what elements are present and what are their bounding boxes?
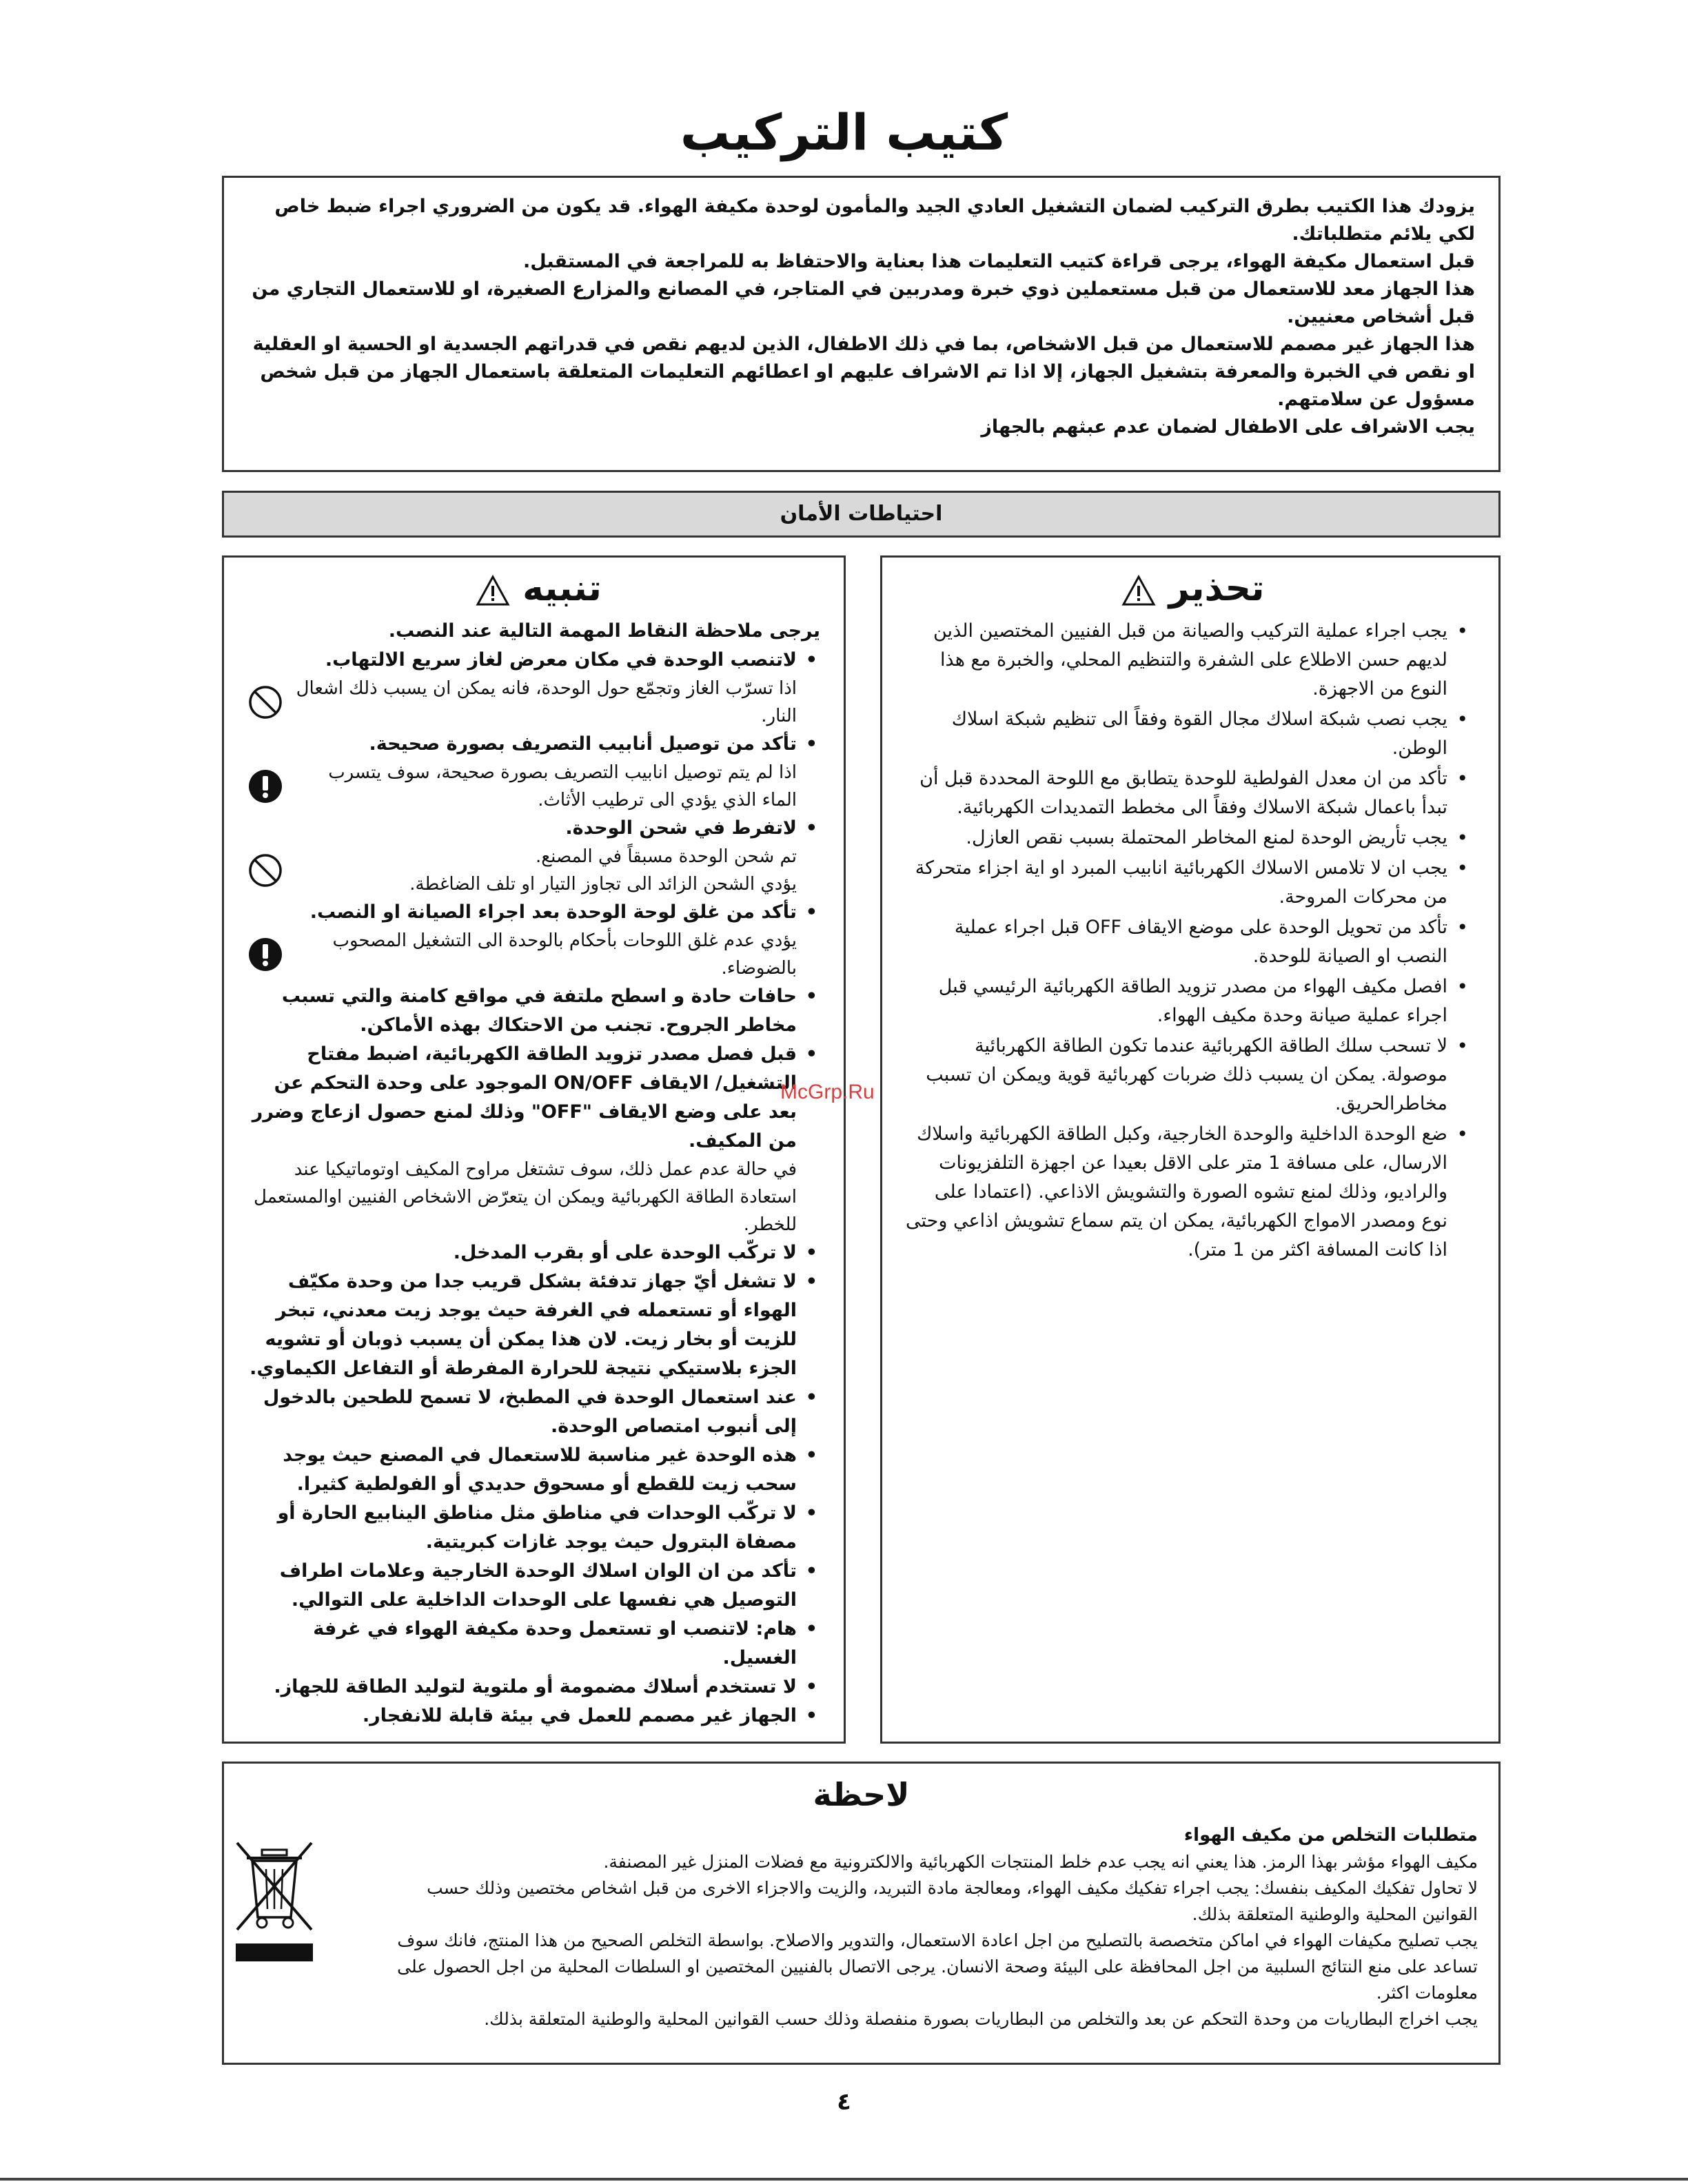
caution-bullet: • لا تركّب الوحدة على أو بقرب المدخل. xyxy=(247,1238,820,1267)
caution-bullet: • لاتفرط في شحن الوحدة. xyxy=(247,814,820,843)
warning-item: • يجب ان لا تلامس الاسلاك الكهربائية انابيب المبرد او اية اجزاء متحركة من محركات المروحة. xyxy=(906,854,1471,912)
warning-title-row xyxy=(906,564,1471,613)
notes-heading: متطلبات التخلص من مكيف الهواء xyxy=(1183,1825,1478,1846)
warning-list xyxy=(906,617,1471,1265)
intro-line: قبل استعمال مكيفة الهواء، يرجى قراءة كتيب التعليمات هذا بعناية والاحتفاظ به للمراجعة في المستقبل. xyxy=(523,251,1475,272)
caution-bullet: • لا تشغل أيّ جهاز تدفئة بشكل قريب جدا من وحدة مكيّف الهواء أو تستعمله في الغرفة حيث يوجد زيت معدني، تبخر للزيت أو بخار زيت. لان هذا يمكن أن يسبب ذوبان أو تشويه الجزء بلاستيكي نتيجة للحرارة المفرطة أو التفاعل الكيماوي. xyxy=(247,1267,820,1383)
warning-title: تحذير xyxy=(1168,568,1265,609)
warning-item: • افصل مكيف الهواء من مصدر تزويد الطاقة الكهربائية الرئيسي قبل اجراء عملية صيانة وحدة مكيف الهواء. xyxy=(906,972,1471,1030)
caution-title-row xyxy=(247,564,820,613)
caution-sub-text: اذا تسرّب الغاز وتجمّع حول الوحدة، فانه يمكن ان يسبب ذلك اشعال النار. xyxy=(296,678,797,726)
watermark: McGrp.Ru xyxy=(780,1081,875,1103)
notes-paragraph: مكيف الهواء مؤشر بهذا الرمز. هذا يعني انه يجب عدم خلط المنتجات الكهربائية والالكترونية مع فضلات المنزل غير المصنفة. xyxy=(603,1852,1478,1872)
caution-sub-text: يؤدي عدم غلق اللوحات بأحكام بالوحدة الى التشغيل المصحوب بالضوضاء. xyxy=(332,930,797,979)
warning-item: • يجب اجراء عملية التركيب والصيانة من قبل الفنيين المختصين الذين لديهم حسن الاطلاع على الشفرة والتنظيم المحلي، والخبرة مع هذا النوع من الاجهزة. xyxy=(906,617,1471,704)
caution-panel xyxy=(222,555,846,1744)
caution-bullet: • لاتنصب الوحدة في مكان معرض لغاز سريع الالتهاب. xyxy=(247,646,820,675)
notes-paragraph: يجب اخراج البطاريات من وحدة التحكم عن بعد والتخلص من البطاريات بصورة منفصلة وذلك حسب القوانين المحلية والوطنية المتعلقة بذلك. xyxy=(484,2009,1478,2029)
caution-bullet: • تأكد من غلق لوحة الوحدة بعد اجراء الصيانة او النصب. xyxy=(247,898,820,927)
crossed-bin-icon xyxy=(234,1840,314,1964)
caution-bullet: • هام: لاتنصب او تستعمل وحدة مكيفة الهواء في غرفة الغسيل. xyxy=(247,1615,820,1673)
caution-sub-text: يؤدي الشحن الزائد الى تجاوز التيار او تلف الضاغطة. xyxy=(409,874,797,895)
intro-line: هذا الجهاز معد للاستعمال من قبل مستعملين ذوي خبرة ومدربين في المتاجر، في المصانع والمزارع الصغيرة، او للاستعمال التجاري من قبل أشخاص معنيين. xyxy=(252,278,1475,327)
caution-triangle-icon xyxy=(476,575,510,606)
warning-item: • لا تسحب سلك الطاقة الكهربائية عندما تكون الطاقة الكهربائية موصولة. يمكن ان يسبب ذلك ضربات كهربائية قوية ويمكن ان تسبب مخاطرالحريق. xyxy=(906,1032,1471,1119)
caution-bullet: • الجهاز غير مصمم للعمل في بيئة قابلة للانفجار. xyxy=(247,1702,820,1731)
caution-bullet: • لا تستخدم أسلاك مضمومة أو ملتوية لتوليد الطاقة للجهاز. xyxy=(247,1673,820,1702)
warning-item: • تأكد من تحويل الوحدة على موضع الايقاف OFF قبل اجراء عملية النصب او الصيانة للوحدة. xyxy=(906,913,1471,971)
notes-paragraph: يجب تصليح مكيفات الهواء في اماكن متخصصة بالتصليح من اجل اعادة الاستعمال، والتدوير والاصلاح. بواسطة التخلص الصحيح من هذا المنتج، فانك سوف تساعد على منع النتائج السلبية من اجل المحافظة على البيئة وصحة الانسان. يرجى الاتصال بالفنيين المختصين او السلطات المحلية من اجل الحصول على معلومات اكثر. xyxy=(397,1930,1478,2003)
warning-item: • ضع الوحدة الداخلية والوحدة الخارجية، وكبل الطاقة الكهربائية واسلاك الارسال، على مسافة 1 متر على الاقل بعيدا عن اجهزة التلفزيونات والراديو، وذلك لمنع تشوه الصورة والتشويش الاذاعي. (اعتمادا على نوع ومصدر الامواج الكهربائية، يمكن ان يتم سماع تشويش اذاعي وحتى اذا كانت المسافة اكثر من 1 متر). xyxy=(906,1120,1471,1265)
caution-sub-text: تم شحن الوحدة مسبقاً في المصنع. xyxy=(536,846,797,867)
notes-title: لاحظة xyxy=(813,1776,910,1813)
mandatory-icon xyxy=(247,937,283,972)
intro-line: هذا الجهاز غير مصمم للاستعمال من قبل الاشخاص، بما في ذلك الاطفال، الذين لديهم نقص في قدراتهم الجسدية او الحسية او العقلية او نقص في الخبرة والمعرفة بتشغيل الجهاز، إلا اذا تم الاشراف عليهم او اعطائهم التعليمات المتعلقة باستعمال الجهاز من قبل شخص مسؤول عن سلامتهم. xyxy=(252,334,1475,410)
caution-sub-row xyxy=(247,759,820,814)
mandatory-icon xyxy=(247,768,283,804)
caution-sub-row xyxy=(247,843,820,898)
intro-line: يزودك هذا الكتيب بطرق التركيب لضمان التشغيل العادي الجيد والمأمون لوحدة مكيفة الهواء. قد يكون من الضروري اجراء ضبط خاص لكي يلائم متطلباتك. xyxy=(274,196,1475,245)
caution-sub-text-group xyxy=(293,843,797,898)
caution-bullet: • قبل فصل مصدر تزويد الطاقة الكهربائية، اضبط مفتاح التشغيل/ الايقاف ON/OFF الموجود على وحدة التحكم عن بعد على وضع الايقاف "OFF" وذلك لمنع حصول ازعاج وضرر من المكيف. xyxy=(247,1040,820,1156)
caution-bullet: • حافات حادة و اسطح ملتفة في مواقع كامنة والتي تسبب مخاطر الجروح. تجنب من الاحتكاك بهذه الأماكن. xyxy=(247,982,820,1040)
caution-bullet: • لا تركّب الوحدات في مناطق مثل مناطق الينابيع الحارة أو مصفاة البترول حيث يوجد غازات كبريتية. xyxy=(247,1499,820,1557)
caution-sub-row xyxy=(247,927,820,982)
caution-intro: يرجى ملاحظة النقاط المهمة التالية عند النصب. xyxy=(388,620,820,642)
bottom-rule xyxy=(0,2178,1688,2181)
caution-bullet: • تأكد من ان الوان اسلاك الوحدة الخارجية وعلامات اطراف التوصيل هي نفسها على الوحدات الداخلية على التوالي. xyxy=(247,1557,820,1615)
caution-title: تنبيه xyxy=(522,568,602,609)
intro-line: يجب الاشراف على الاطفال لضمان عدم عبثهم بالجهاز xyxy=(981,416,1475,438)
caution-bullet: • تأكد من توصيل أنابيب التصريف بصورة صحيحة. xyxy=(247,730,820,759)
page-title: كتيب التركيب xyxy=(680,103,1008,161)
prohibition-icon xyxy=(247,853,283,888)
warning-item: • يجب نصب شبكة اسلاك مجال القوة وفقاً الى تنظيم شبكة اسلاك الوطن. xyxy=(906,705,1471,763)
notes-box xyxy=(222,1762,1501,2065)
caution-continuation xyxy=(247,1156,820,1238)
intro-box xyxy=(222,176,1501,472)
page-number: ٤ xyxy=(837,2088,851,2116)
caution-sub-text: في حالة عدم عمل ذلك، سوف تشتغل مراوح المكيف اوتوماتيكيا عند استعادة الطاقة الكهربائية ويمكن ان يتعرّض الاشخاص الفنيين اوالمستعمل للخطر. xyxy=(254,1159,797,1235)
warning-item: • تأكد من ان معدل الفولطية للوحدة يتطابق مع اللوحة المحددة قبل أن تبدأ باعمال شبكة الاسلاك وفقاً الى مخطط التمديدات الكهربائية. xyxy=(906,764,1471,822)
prohibition-icon xyxy=(247,684,283,720)
warning-item: • يجب تأريض الوحدة لمنع المخاطر المحتملة بسبب نقص العازل. xyxy=(906,824,1471,853)
safety-precautions-header: احتياطات الأمان xyxy=(222,491,1501,538)
caution-sub-row xyxy=(247,675,820,730)
warning-panel xyxy=(880,555,1501,1744)
warning-triangle-icon xyxy=(1121,575,1156,606)
caution-sub-text: اذا لم يتم توصيل انابيب التصريف بصورة صحيحة، سوف يتسرب الماء الذي يؤدي الى ترطيب الأثاث. xyxy=(328,762,797,810)
notes-paragraph: لا تحاول تفكيك المكيف بنفسك: يجب اجراء تفكيك مكيف الهواء، ومعالجة مادة التبريد، والزيت والاجزاء الاخرى من قبل اشخاص مختصين وذلك حسب القوانين المحلية والوطنية المتعلقة بذلك. xyxy=(427,1878,1478,1924)
caution-bullet: • عند استعمال الوحدة في المطبخ، لا تسمح للطحين بالدخول إلى أنبوب امتصاص الوحدة. xyxy=(247,1383,820,1441)
caution-bullet: • هذه الوحدة غير مناسبة للاستعمال في المصنع حيث يوجد سحب زيت للقطع أو مسحوق حديدي أو الفولطية كثيرا. xyxy=(247,1441,820,1499)
